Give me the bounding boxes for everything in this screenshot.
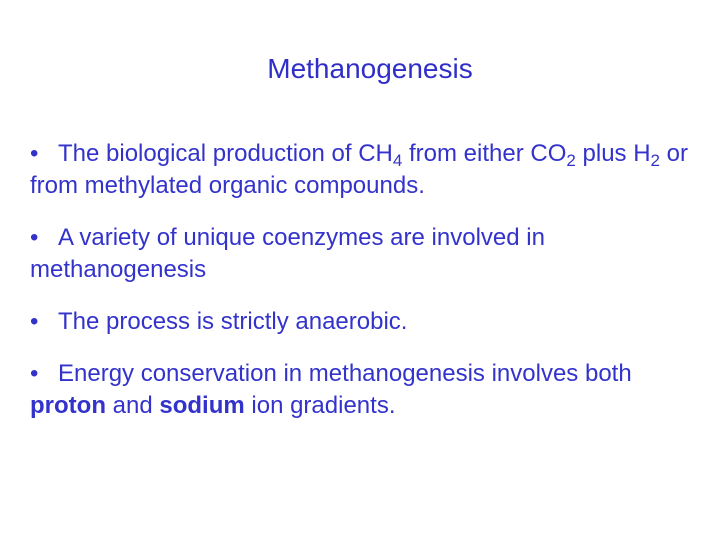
bullet-text: plus H xyxy=(575,140,651,167)
bullet-item-production xyxy=(30,138,700,202)
bold-term-sodium: sodium xyxy=(159,392,245,419)
bullet-text: or from methylated organic compounds. xyxy=(30,140,689,199)
bullet-item-energy xyxy=(30,358,700,422)
bullet-marker: • xyxy=(30,308,39,335)
bullet-marker: • xyxy=(30,140,39,167)
bullet-item-coenzymes xyxy=(30,222,700,286)
bullet-list xyxy=(30,138,700,442)
subscript: 4 xyxy=(392,151,403,170)
slide-title: Methanogenesis xyxy=(267,53,473,84)
bullet-text: from either CO xyxy=(402,140,567,167)
bullet-marker: • xyxy=(30,224,39,251)
bold-term-proton: proton xyxy=(30,392,106,419)
bullet-text: The process is strictly anaerobic. xyxy=(58,308,408,335)
bullet-text: The biological production of CH xyxy=(58,140,393,167)
bullet-text: ion gradients. xyxy=(244,392,396,419)
bullet-text: and xyxy=(105,392,160,419)
bullet-text: Energy conservation in methanogenesis involves both xyxy=(58,360,632,387)
subscript: 2 xyxy=(566,151,576,170)
bullet-text: A variety of unique coenzymes are involved in methanogenesis xyxy=(30,224,545,283)
subscript: 2 xyxy=(650,151,661,170)
bullet-item-anaerobic xyxy=(30,306,700,338)
bullet-marker: • xyxy=(30,360,39,387)
